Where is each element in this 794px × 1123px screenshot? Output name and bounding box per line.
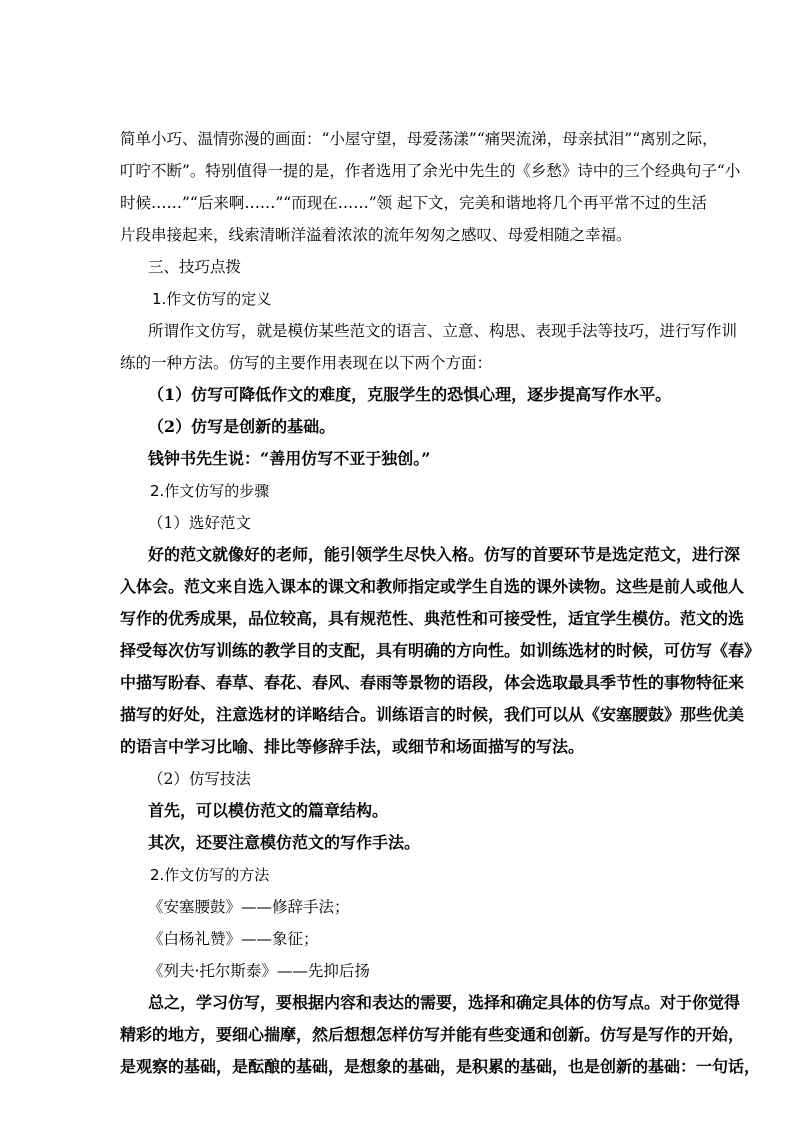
- text-line: 《列夫·托尔斯泰》——先抑后扬: [148, 962, 370, 980]
- text-line: 其次，还要注意模仿范文的写作手法。: [148, 833, 421, 852]
- text-line: 择受每次仿写训练的教学目的支配，具有明确的方向性。如训练选材的时候，可仿写《春》: [120, 641, 761, 660]
- text-line: （1）仿写可降低作文的难度，克服学生的恐惧心理，逐步提高写作水平。: [148, 385, 672, 404]
- text-line: 写作的优秀成果，品位较高，具有规范性、典范性和可接受性，适宜学生模仿。范文的选: [120, 609, 745, 628]
- text-line: 钱钟书先生说：“善用仿写不亚于独创。”: [148, 449, 431, 468]
- text-line: 叮咛不断”。特别值得一提的是，作者选用了余光中先生的《乡愁》诗中的三个经典句子“小: [120, 162, 741, 180]
- text-line: 片段串接起来，线索清晰洋溢着浓浓的流年匆匆之感叹、母爱相随之幸福。: [120, 226, 632, 244]
- text-line: 总之，学习仿写，要根据内容和表达的需要，选择和确定具体的仿写点。对于你觉得: [148, 993, 741, 1012]
- text-line: 描写的好处，注意选材的详略结合。训练语言的时候，我们可以从《安塞腰鼓》那些优美: [120, 705, 745, 724]
- text-line: （2）仿写是创新的基础。: [148, 417, 336, 436]
- text-line: 是观察的基础，是酝酿的基础，是想象的基础，是积累的基础，也是创新的基础：一句话，: [120, 1057, 761, 1076]
- section-heading: 三、技巧点拨: [148, 258, 242, 276]
- text-line: （1）选好范文: [148, 514, 251, 532]
- text-line: 中描写盼春、春草、春花、春风、春雨等景物的语段，体会选取最具季节性的事物特征来: [120, 673, 745, 692]
- text-line: 时候……”“后来啊……”“而现在……”领 起下文，完美和谐地将几个再平常不过的生活: [120, 194, 708, 212]
- subsection-heading: 1.作文仿写的定义: [152, 290, 272, 308]
- text-line: 精彩的地方，要细心揣摩，然后想想怎样仿写并能有些变通和创新。仿写是写作的开始，: [120, 1025, 745, 1044]
- text-line: （2）仿写技法: [148, 770, 251, 788]
- subsection-heading: 2.作文仿写的步骤: [150, 482, 270, 500]
- text-line: 练的一种方法。仿写的主要作用表现在以下两个方面：: [120, 354, 493, 372]
- text-line: 的语言中学习比喻、排比等修辞手法，或细节和场面描写的写法。: [120, 737, 585, 756]
- subsection-heading: 2.作文仿写的方法: [150, 866, 270, 884]
- text-line: 首先，可以模仿范文的篇章结构。: [148, 801, 389, 820]
- text-line: 入体会。范文来自选入课本的课文和教师指定或学生自选的课外读物。这些是前人或他人: [120, 577, 745, 596]
- text-line: 简单小巧、温情弥漫的画面：“小屋守望，母爱荡漾”“痛哭流涕，母亲拭泪”“离别之际，: [120, 130, 718, 148]
- text-line: 《安塞腰鼓》——修辞手法；: [148, 898, 350, 916]
- text-line: 所谓作文仿写，就是模仿某些范文的语言、立意、构思、表现手法等技巧，进行写作训: [148, 322, 738, 340]
- text-line: 《白杨礼赞》——象征；: [148, 930, 319, 948]
- text-line: 好的范文就像好的老师，能引领学生尽快入格。仿写的首要环节是选定范文，进行深: [148, 545, 741, 564]
